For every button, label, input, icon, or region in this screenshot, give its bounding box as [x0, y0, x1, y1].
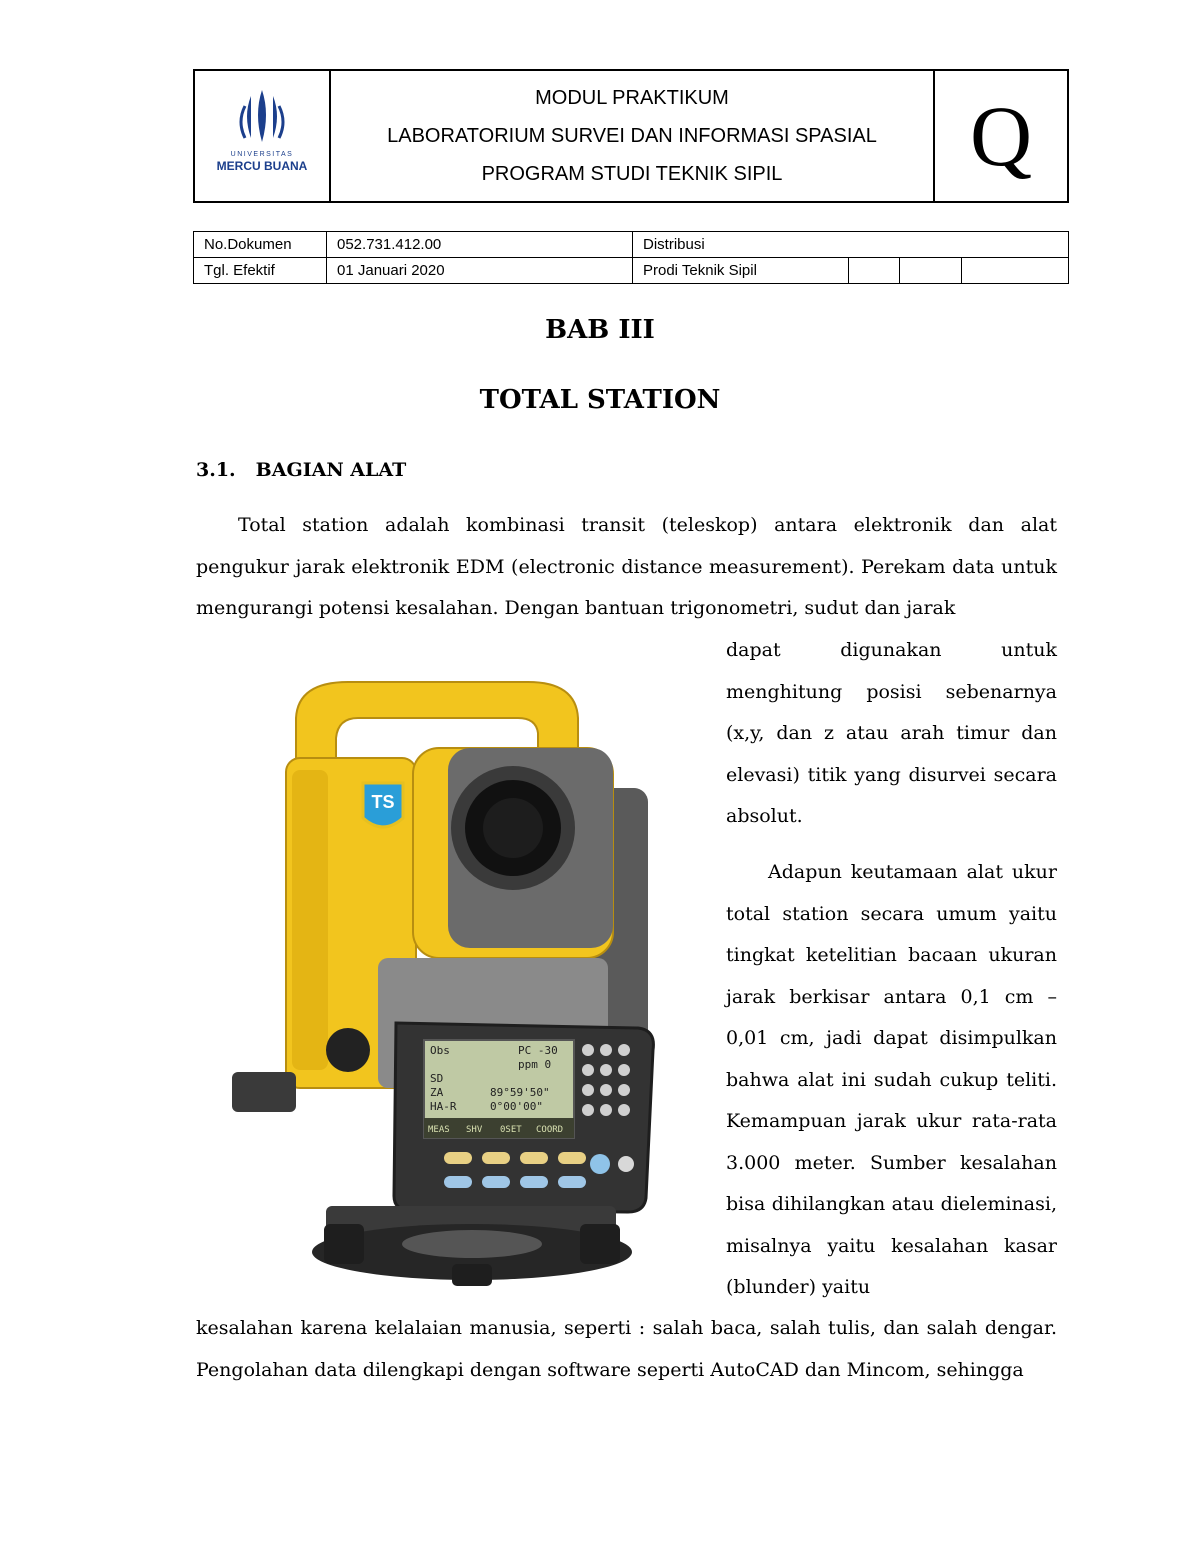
doc-number-value: 052.731.412.00 [327, 232, 633, 258]
empty-cell [900, 258, 962, 284]
logo-name-text: MERCU BUANA [216, 159, 308, 173]
empty-cell [962, 258, 1069, 284]
screen-pc: PC -30 [518, 1044, 558, 1057]
paragraph-1-continued: dapat digunakan untuk menghitung posisi sebenarnya (x,y, dan z atau arah timur dan elevasi) titik yang disurvei secara absolut. [726, 639, 1057, 827]
screen-ppm: ppm 0 [518, 1058, 552, 1071]
softkey-shv: SHV [466, 1125, 483, 1135]
screen-har: HA-R [430, 1100, 457, 1113]
distribution-value: Prodi Teknik Sipil [633, 258, 849, 284]
header-line-2: LABORATORIUM SURVEI DAN INFORMASI SPASIAL [387, 124, 877, 147]
total-station-image [228, 678, 668, 1290]
softkey-coord: COORD [536, 1125, 564, 1135]
softkey-meas: MEAS [428, 1125, 450, 1135]
distribution-label: Distribusi [633, 232, 1069, 258]
document-header [193, 69, 1069, 203]
screen-za: ZA [430, 1086, 444, 1099]
document-info-table [193, 231, 1069, 284]
screen-za-value: 89°59'50" [490, 1086, 550, 1099]
info-row [194, 232, 1069, 258]
logo-top-text: UNIVERSITAS [230, 151, 294, 158]
softkey-0set: 0SET [500, 1125, 522, 1135]
university-logo [207, 86, 317, 186]
chapter-title: TOTAL STATION [479, 385, 721, 415]
info-row [194, 258, 1069, 284]
section-title: BAGIAN ALAT [255, 459, 407, 481]
q-mark: Q [969, 88, 1033, 184]
empty-cell [849, 258, 900, 284]
header-titles [331, 71, 935, 201]
chapter-heading: BAB III [545, 315, 655, 345]
paragraph-1: Total station adalah kombinasi transit (teleskop) antara elektronik dan alat pengukur jarak elektronik EDM (electronic distance measurement). Perekam data untuk mengurangi potensi kesalahan. Dengan bantuan trigonometri, sudut dan jarak [196, 514, 1057, 619]
screen-sd: SD [430, 1072, 444, 1085]
effective-date-label: Tgl. Efektif [194, 258, 327, 284]
header-line-1: MODUL PRAKTIKUM [535, 86, 729, 109]
logo-cell [195, 71, 331, 201]
effective-date-value: 01 Januari 2020 [327, 258, 633, 284]
ts-badge: TS [371, 792, 395, 812]
doc-number-label: No.Dokumen [194, 232, 327, 258]
paragraph-2: Adapun keutamaan alat ukur total station secara umum yaitu tingkat ketelitian bacaan ukuran jarak berkisar antara 0,1 cm – 0,01 cm, jadi dapat disimpulkan bahwa alat ini sudah cukup teliti. Kemampuan jarak ukur rata-rata 3.000 meter. Sumber kesalahan bisa dihilangkan atau dieleminasi, misalnya yaitu kesalahan kasar (blunder) yaitu [726, 861, 1057, 1298]
screen-har-value: 0°00'00" [490, 1100, 543, 1113]
paragraph-2-continued: kesalahan karena kelalaian manusia, seperti : salah baca, salah tulis, dan salah dengar. Pengolahan data dilengkapi dengan software seperti AutoCAD dan Mincom, sehingga [196, 1317, 1057, 1381]
section-number: 3.1. [196, 459, 236, 481]
header-line-3: PROGRAM STUDI TEKNIK SIPIL [481, 162, 783, 185]
section-heading [196, 459, 426, 481]
screen-obs: Obs [430, 1044, 450, 1057]
